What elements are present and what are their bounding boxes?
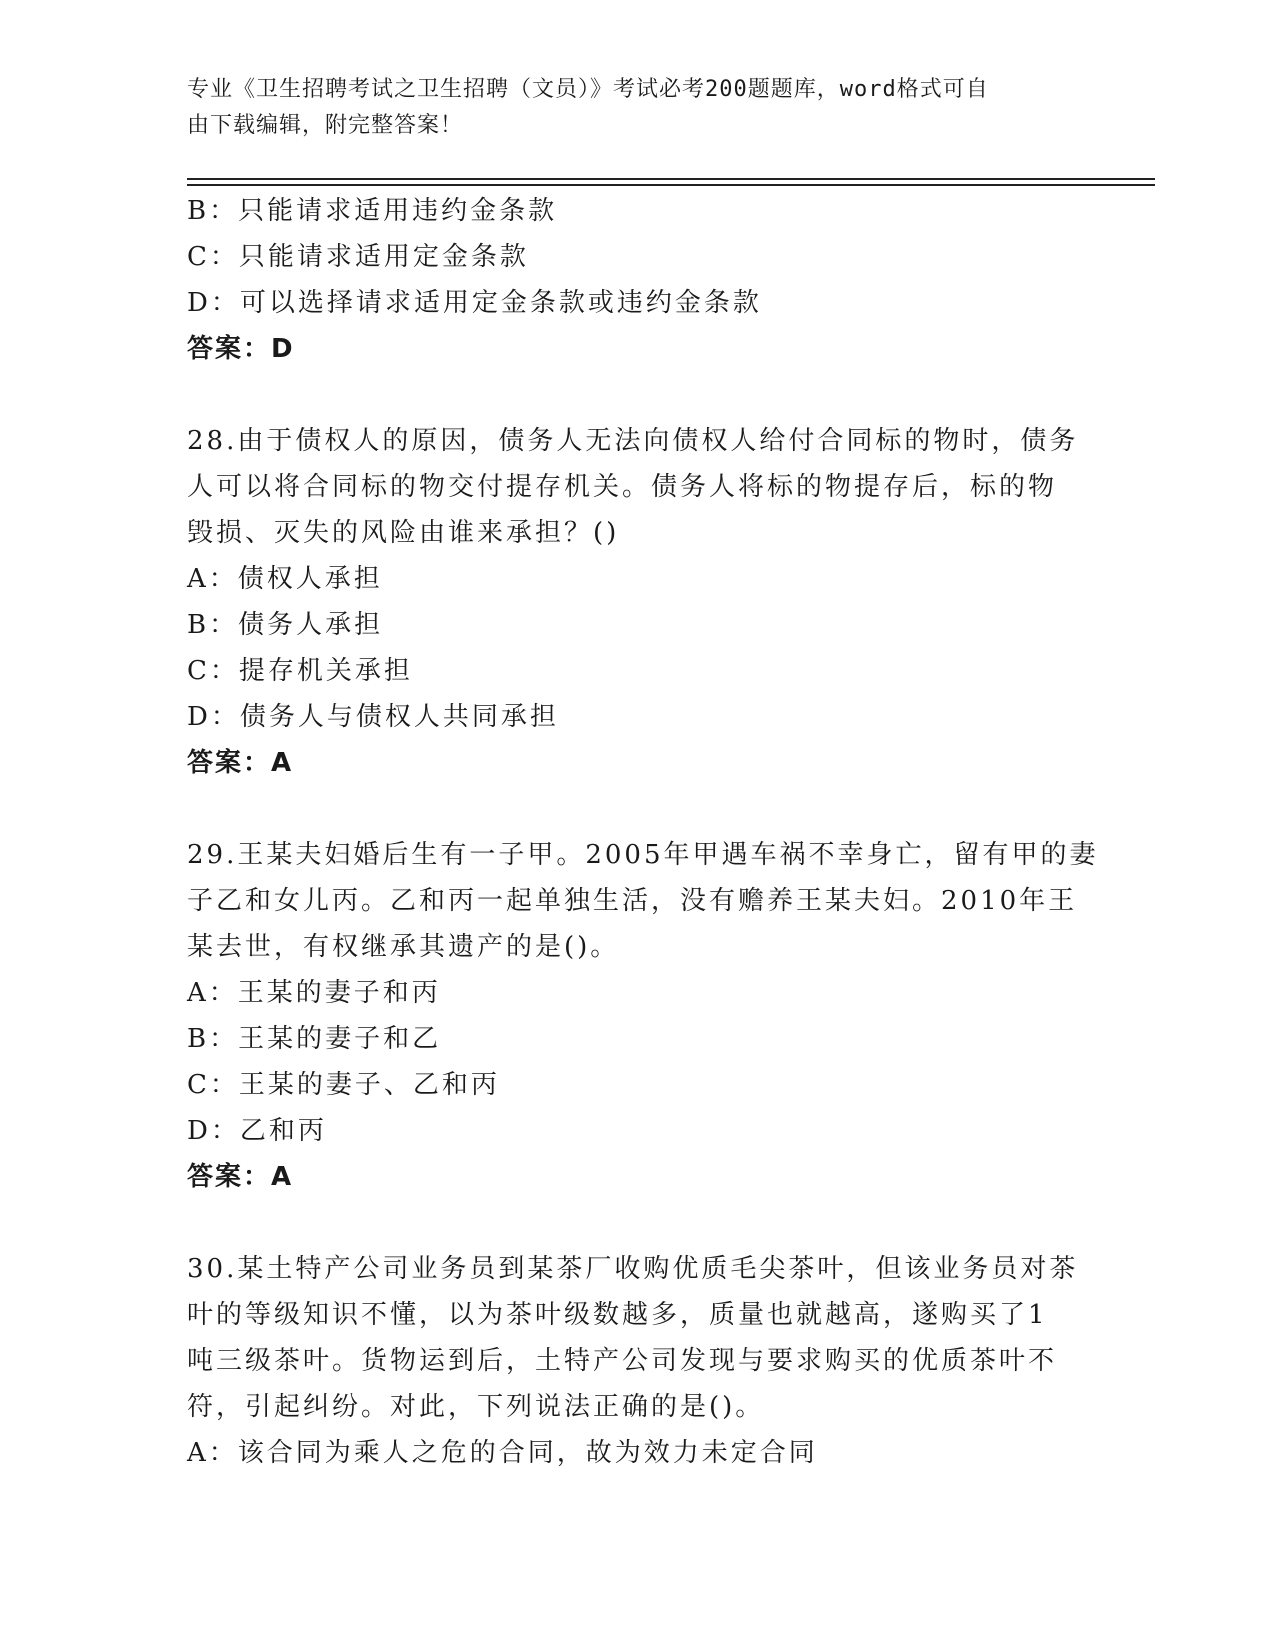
option-d: D：债务人与债权人共同承担 (187, 702, 559, 732)
spacer (187, 1200, 1087, 1246)
option-d: D：可以选择请求适用定金条款或违约金条款 (187, 288, 762, 318)
option-d: D：乙和丙 (187, 1116, 327, 1146)
header-line-1: 专业《卫生招聘考试之卫生招聘（文员）》考试必考200题题库，word格式可自 (187, 77, 989, 102)
question-stem-line: 人可以将合同标的物交付提存机关。债务人将标的物提存后，标的物 (187, 472, 1058, 502)
question-29 (187, 832, 1099, 1200)
answer-line: 答案：D (187, 334, 295, 364)
question-stem-line: 叶的等级知识不懂，以为茶叶级数越多，质量也就越高，遂购买了1 (187, 1300, 1048, 1330)
option-a: A：债权人承担 (187, 564, 383, 594)
option-a: A：该合同为乘人之危的合同，故为效力未定合同 (187, 1438, 818, 1468)
option-c: C：王某的妻子、乙和丙 (187, 1070, 500, 1100)
answer-line: 答案：A (187, 1162, 294, 1192)
question-stem-line: 30.某土特产公司业务员到某茶厂收购优质毛尖茶叶，但该业务员对茶 (187, 1254, 1079, 1284)
question-stem-line: 符，引起纠纷。对此，下列说法正确的是()。 (187, 1392, 765, 1422)
question-27-continued (187, 188, 1087, 372)
header-divider-bottom (187, 184, 1155, 186)
option-c: C：提存机关承担 (187, 656, 413, 686)
answer-line: 答案：A (187, 748, 294, 778)
question-stem-line: 某去世，有权继承其遗产的是()。 (187, 932, 620, 962)
question-stem-line: 毁损、灭失的风险由谁来承担？() (187, 518, 620, 548)
header-line-2: 由下载编辑，附完整答案！ (187, 113, 464, 138)
question-stem-line: 28.由于债权人的原因，债务人无法向债权人给付合同标的物时，债务 (187, 426, 1079, 456)
question-stem-line: 29.王某夫妇婚后生有一子甲。2005年甲遇车祸不幸身亡，留有甲的妻 (187, 840, 1099, 870)
question-30 (187, 1246, 1087, 1476)
option-c: C：只能请求适用定金条款 (187, 242, 529, 272)
header-divider-top (187, 178, 1155, 180)
question-stem-line: 子乙和女儿丙。乙和丙一起单独生活，没有赡养王某夫妇。2010年王 (187, 886, 1078, 916)
question-28 (187, 418, 1087, 786)
option-b: B：王某的妻子和乙 (187, 1024, 442, 1054)
spacer (187, 786, 1087, 832)
option-a: A：王某的妻子和丙 (187, 978, 441, 1008)
option-b: B：只能请求适用违约金条款 (187, 196, 558, 226)
option-b: B：债务人承担 (187, 610, 384, 640)
question-stem-line: 吨三级茶叶。货物运到后，土特产公司发现与要求购买的优质茶叶不 (187, 1346, 1058, 1376)
document-header (187, 72, 1087, 144)
document-body (187, 188, 1099, 1476)
spacer (187, 372, 1087, 418)
